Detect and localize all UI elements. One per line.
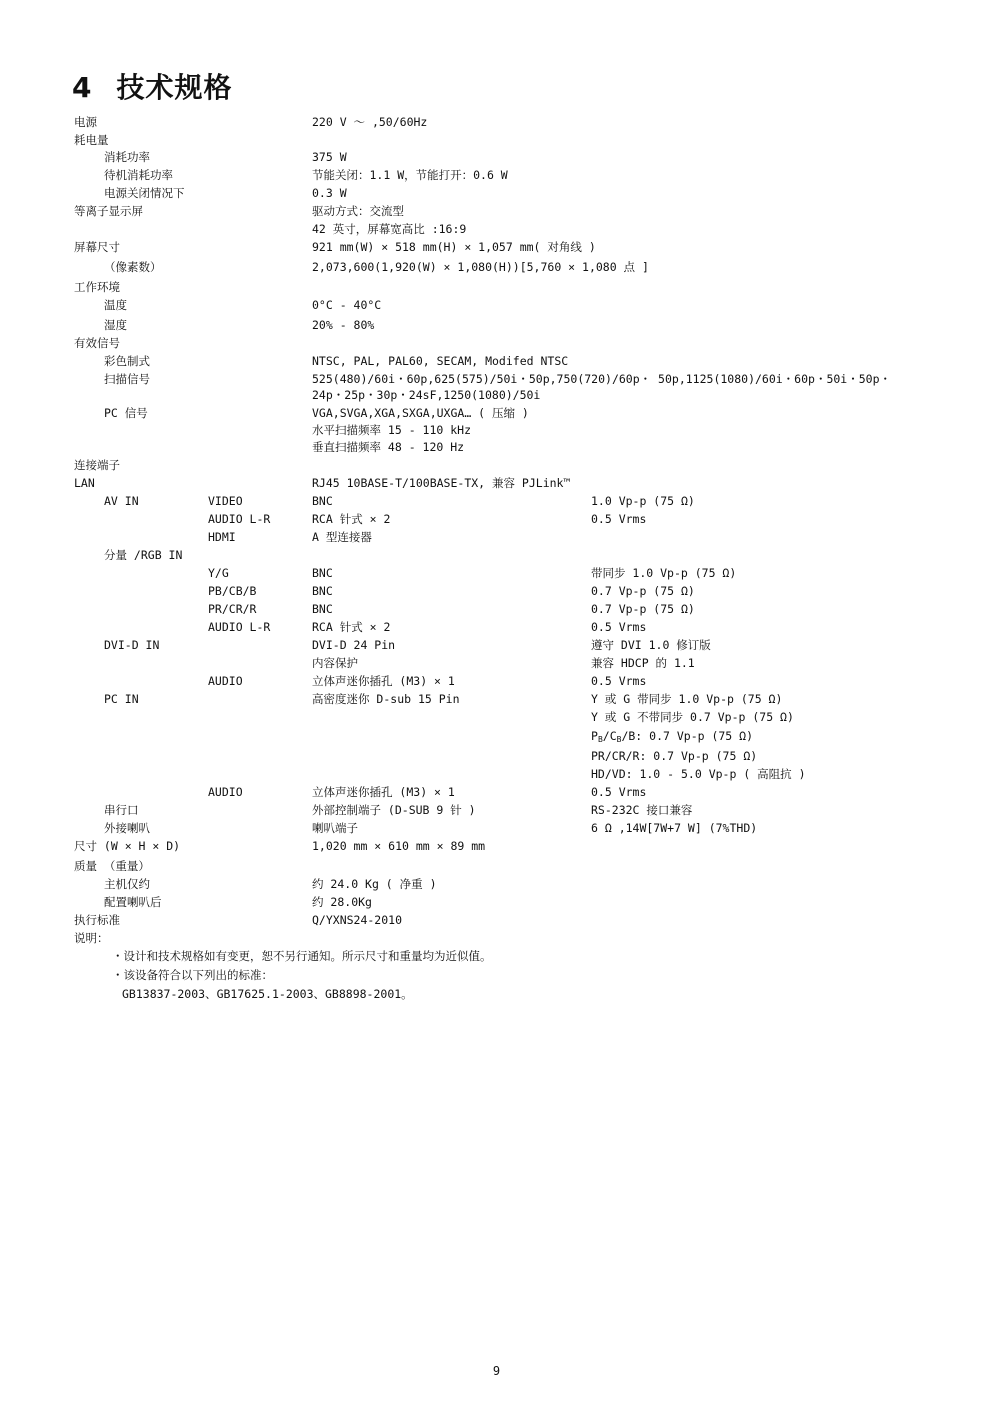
spec-row: 扫描信号 525(480)/60i・60p,625(575)/50i・50p,750(720)/60p・ 50p,1125(1080)/60i・60p・50i・50p・ — [104, 372, 891, 386]
spec-row: 主机仅约 约 24.0 Kg ( 净重 ) — [104, 877, 437, 891]
spec-row: 耗电量 — [74, 133, 109, 147]
spec-row: （像素数） 2,073,600(1,920(W) × 1,080(H))[5,760 × 1,080 点 ] — [104, 260, 649, 274]
spec-row: 屏幕尺寸 921 mm(W) × 518 mm(H) × 1,057 mm( 对角线 ) — [74, 240, 596, 254]
spec-row: 串行口 外部控制端子 (D-SUB 9 针 ) RS-232C 接口兼容 — [104, 803, 693, 817]
spec-row: 质量 （重量） — [74, 859, 150, 873]
spec-row: HD/VD: 1.0 - 5.0 Vp-p ( 高阻抗 ) — [591, 767, 806, 781]
spec-row: 电源关闭情况下 0.3 W — [104, 186, 347, 200]
spec-row: 消耗功率 375 W — [104, 150, 347, 164]
spec-row: 湿度 20% - 80% — [104, 318, 375, 332]
spec-row: LAN RJ45 10BASE-T/100BASE-TX, 兼容 PJLink™ — [74, 476, 571, 490]
spec-row: Y/G BNC 带同步 1.0 Vp-p (75 Ω) — [208, 566, 737, 580]
spec-row: Y 或 G 不带同步 0.7 Vp-p (75 Ω) — [591, 710, 794, 724]
spec-row: PC IN 高密度迷你 D-sub 15 Pin Y 或 G 带同步 1.0 Vp-p (75 Ω) — [104, 692, 783, 706]
page-number: 9 — [492, 1364, 501, 1378]
spec-row: 24p・25p・30p・24sF,1250(1080)/50i — [312, 388, 541, 402]
spec-row: 执行标准 Q/YXNS24-2010 — [74, 913, 403, 927]
spec-row: 内容保护 兼容 HDCP 的 1.1 — [312, 656, 695, 670]
spec-row: 垂直扫描频率 48 - 120 Hz — [312, 440, 465, 454]
spec-row: PB/CB/B BNC 0.7 Vp-p (75 Ω) — [208, 584, 695, 598]
spec-row: 有效信号 — [74, 336, 120, 350]
spec-row: PR/CR/R: 0.7 Vp-p (75 Ω) — [591, 749, 758, 763]
spec-row: 温度 0°C - 40°C — [104, 298, 382, 312]
spec-row: AUDIO L-R RCA 针式 × 2 0.5 Vrms — [208, 512, 647, 526]
spec-row: $P_B/C_B/B$: 0.7 Vp-p (75 Ω) — [591, 729, 754, 744]
spec-row: 电源 220 V ～ ,50/60Hz — [74, 115, 428, 129]
page-title — [72, 66, 233, 106]
spec-row: AUDIO L-R RCA 针式 × 2 0.5 Vrms — [208, 620, 647, 634]
spec-row: 工作环境 — [74, 280, 120, 294]
note-item: GB13837-2003、GB17625.1-2003、GB8898-2001。 — [122, 987, 413, 1001]
spec-row: 尺寸 (W × H × D) 1,020 mm × 610 mm × 89 mm — [74, 839, 486, 853]
spec-row: 外接喇叭 喇叭端子 6 Ω ,14W[7W+7 W] (7%THD) — [104, 821, 758, 835]
spec-row: AUDIO 立体声迷你插孔 (M3) × 1 0.5 Vrms — [208, 674, 647, 688]
section-number: 4 — [72, 71, 93, 104]
note-item: ・设计和技术规格如有变更，恕不另行通知。所示尺寸和重量均为近似值。 — [112, 949, 492, 963]
spec-row: 分量 /RGB IN — [104, 548, 183, 562]
notes-heading: 说明： — [74, 931, 109, 945]
section-title: 技术规格 — [116, 71, 233, 104]
spec-row: 彩色制式 NTSC, PAL, PAL60, SECAM, Modifed NTSC — [104, 354, 569, 368]
spec-row: 连接端子 — [74, 458, 120, 472]
spec-row: AUDIO 立体声迷你插孔 (M3) × 1 0.5 Vrms — [208, 785, 647, 799]
spec-row: PR/CR/R BNC 0.7 Vp-p (75 Ω) — [208, 602, 695, 616]
spec-row: AV IN VIDEO BNC 1.0 Vp-p (75 Ω) — [104, 494, 695, 508]
spec-row: 等离子显示屏 驱动方式：交流型 — [74, 204, 404, 218]
spec-row: 配置喇叭后 约 28.0Kg — [104, 895, 372, 909]
spec-row: PC 信号 VGA,SVGA,XGA,SXGA,UXGA… ( 压缩 ) — [104, 406, 529, 420]
note-item: ・该设备符合以下列出的标准： — [112, 968, 273, 982]
spec-row: HDMI A 型连接器 — [208, 530, 372, 544]
spec-row: DVI-D IN DVI-D 24 Pin 遵守 DVI 1.0 修订版 — [104, 638, 711, 652]
spec-row: 42 英寸，屏幕宽高比 :16:9 — [312, 222, 467, 236]
spec-row: 水平扫描频率 15 - 110 kHz — [312, 423, 472, 437]
spec-row: 待机消耗功率 节能关闭：1.1 W，节能打开：0.6 W — [104, 168, 508, 182]
